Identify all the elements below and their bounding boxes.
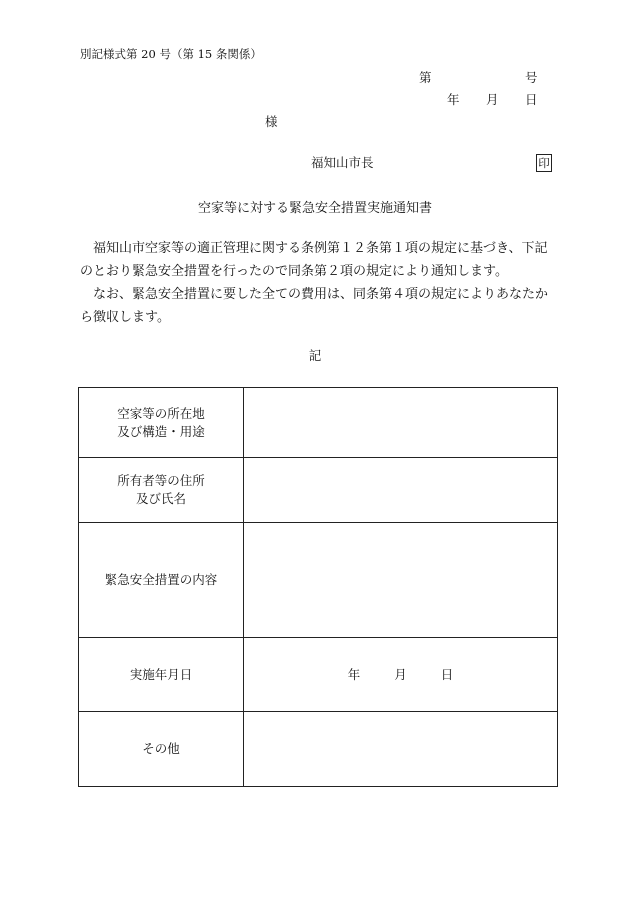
implementation-day-label: 日: [440, 666, 454, 682]
body-paragraph-1: 福知山市空家等の適正管理に関する条例第１２条第１項の規定に基づき、下記のとおり緊急安全措置を行ったので同条第２項の規定により通知します。: [80, 241, 548, 279]
ki-heading: 記: [308, 348, 322, 363]
table-row-location: [79, 388, 558, 458]
date-month-label: 月: [486, 92, 499, 107]
date-year-label: 年: [447, 92, 460, 107]
implementation-year-label: 年: [347, 666, 361, 682]
location-label-cell: [79, 388, 244, 458]
implementation-date-value-cell[interactable]: [244, 638, 558, 712]
location-value-cell[interactable]: [244, 388, 558, 458]
table-row-other: [79, 712, 558, 787]
issuer-name: 福知山市長: [311, 155, 374, 170]
measure-content-value-cell[interactable]: [244, 523, 558, 638]
form-number: 別記様式第 20 号（第 15 条関係）: [80, 47, 262, 61]
seal-stamp-box: 印: [536, 154, 552, 172]
location-label-line-2: 及び構造・用途: [117, 423, 205, 439]
document-title: 空家等に対する緊急安全措置実施通知書: [197, 201, 432, 216]
table-row-measure-content: [79, 523, 558, 638]
location-label-line-1: 空家等の所在地: [117, 405, 205, 421]
other-value-cell[interactable]: [244, 712, 558, 787]
table-row-owner: [79, 458, 558, 523]
implementation-date-label-cell: 実施年月日: [79, 638, 244, 712]
table-row-implementation-date: [79, 638, 558, 712]
implementation-month-label: 月: [394, 666, 407, 682]
addressee-honorific: 様: [265, 114, 278, 129]
owner-label-cell: [79, 458, 244, 523]
document-number-prefix: 第: [419, 70, 432, 85]
body-paragraph-2: なお、緊急安全措置に要した全ての費用は、同条第４項の規定によりあなたから徴収します。: [80, 287, 549, 325]
document-number-suffix: 号: [525, 70, 538, 85]
measure-content-label-cell: 緊急安全措置の内容: [79, 523, 244, 638]
owner-label-line-2: 及び氏名: [135, 491, 186, 506]
record-table: [78, 387, 558, 787]
other-label-cell: その他: [79, 712, 244, 787]
owner-label-line-1: 所有者等の住所: [117, 473, 205, 488]
owner-value-cell[interactable]: [244, 458, 558, 523]
date-day-label: 日: [525, 92, 538, 107]
